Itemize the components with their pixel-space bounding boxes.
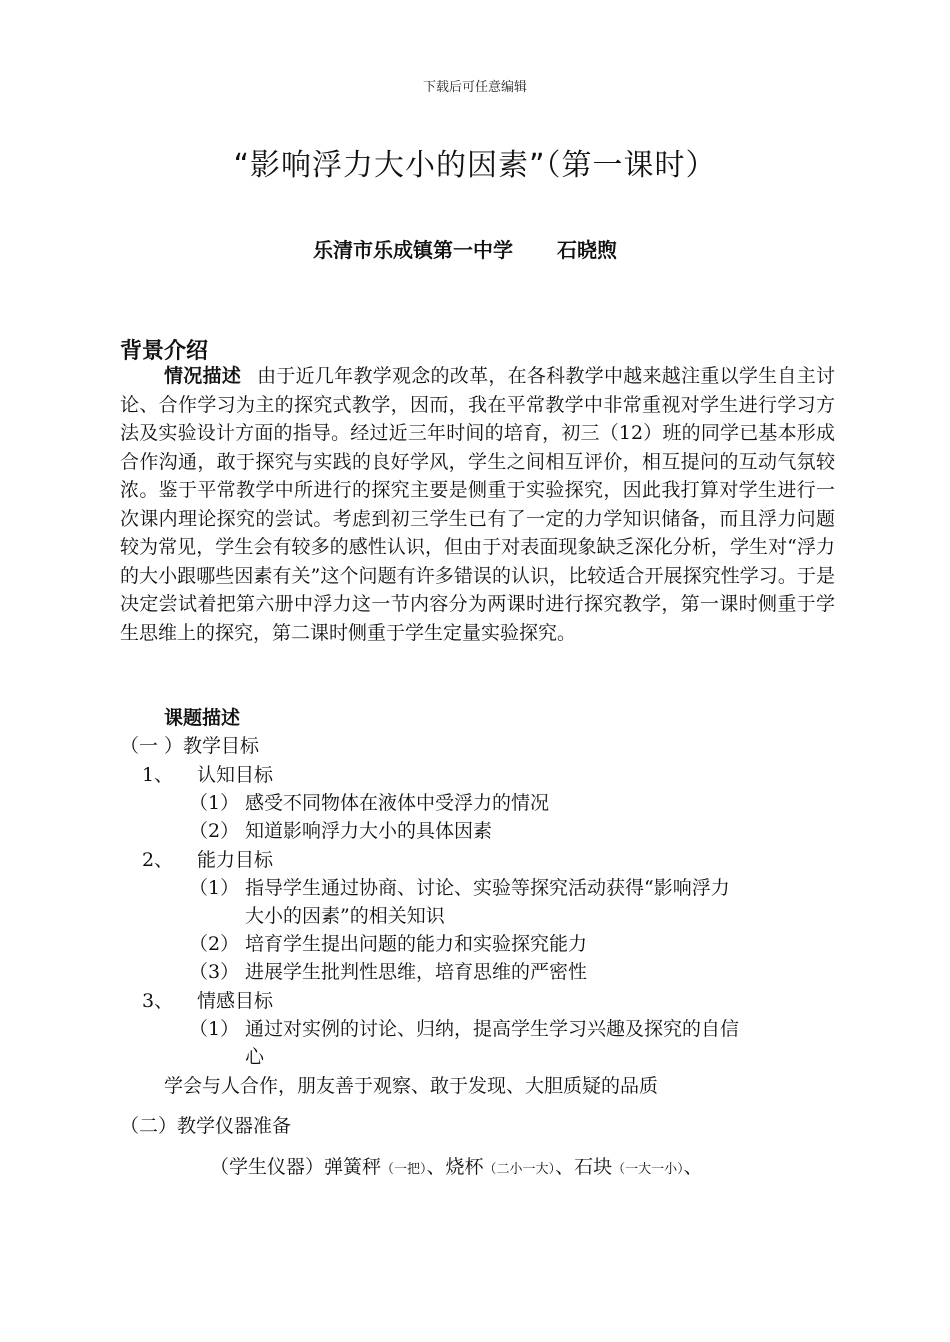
goal3-item-text: 通过对实例的讨论、归纳，提高学生学习兴趣及探究的自信 <box>245 1018 740 1040</box>
goal2-num: 2、 <box>142 849 174 871</box>
goal3-item-num: （1） <box>189 1018 240 1040</box>
goal1-item-text: 知道影响浮力大小的具体因素 <box>245 820 493 842</box>
byline <box>313 234 617 263</box>
goal2-item-text: 进展学生批判性思维，培育思维的严密性 <box>245 961 588 983</box>
intro-paragraph <box>120 362 835 647</box>
goal1-item-num: （2） <box>189 820 240 842</box>
intro-text: 由于近几年教学观念的改革，在各科教学中越来越注重以学生自主讨论、合作学习为主的探究式教学，因而，我在平常教学中非常重视对学生进行学习方法及实验设计方面的指导。经过近三年时间的培育，初三（12）班的同学已基本形成合作沟通，敢于探究与实践的良好学风，学生之间相互评价，相互提问的互动气氛较浓。鉴于平常教学中所进行的探究主要是侧重于实验探究，因此我打算对学生进行一次课内理论探究的尝试。考虑到初三学生已有了一定的力学知识储备，而且浮力问题较为常见，学生会有较多的感性认识，但由于对表面现象缺乏深化分析，学生对“浮力的大小跟哪些因素有关”这个问题有许多错误的认识，比较适合开展探究性学习。于是决定尝试着把第六册中浮力这一节内容分为两课时进行探究教学，第一课时侧重于学生思维上的探究，第二课时侧重于学生定量实验探究。 <box>120 365 835 644</box>
school-name: 乐清市乐成镇第一中学 <box>313 238 513 262</box>
goal1-item <box>189 816 492 843</box>
equipment-heading: （二）教学仪器准备 <box>120 1115 292 1137</box>
header-note: 下载后可任意编辑 <box>422 80 527 95</box>
goal1-label: 认知目标 <box>197 764 274 786</box>
goal3-extra: 学会与人合作，朋友善于观察、敢于发现、大胆质疑的品质 <box>164 1075 659 1097</box>
goal3-item <box>189 1014 739 1041</box>
goal3-label: 情感目标 <box>197 990 274 1012</box>
goal1-item-text: 感受不同物体在液体中受浮力的情况 <box>245 792 550 814</box>
goal1-item-num: （1） <box>189 792 240 814</box>
goal2-item-text: 指导学生通过协商、讨论、实验等探究活动获得“影响浮力 <box>245 877 730 899</box>
equipment-qty-stone: （一大一小） <box>612 1162 684 1177</box>
goal1-num: 1、 <box>142 764 174 786</box>
goals-heading: （一 ）教学目标 <box>120 735 260 757</box>
topic-heading: 课题描述 <box>164 707 241 729</box>
goal2-item-num: （3） <box>189 961 240 983</box>
section-heading: 背景介绍 <box>120 339 209 364</box>
goal1-item <box>189 788 549 815</box>
equipment-prefix: （学生仪器）弹簧秤 <box>210 1156 382 1178</box>
goal3-item-continuation: 心 <box>245 1046 265 1068</box>
goal3-num: 3、 <box>142 990 174 1012</box>
goal2-item <box>189 929 587 956</box>
goal2-item-continuation: 大小的因素”的相关知识 <box>245 905 445 927</box>
goal2-label: 能力目标 <box>197 849 274 871</box>
goal2-item-text: 培育学生提出问题的能力和实验探究能力 <box>245 933 588 955</box>
goal3 <box>142 986 273 1013</box>
equipment-qty-scale: （一把） <box>381 1162 427 1177</box>
goal1 <box>142 760 273 787</box>
goal2-item-num: （1） <box>189 877 240 899</box>
equipment-qty-beaker: （二小一大） <box>483 1162 556 1177</box>
equipment-end: 、 <box>683 1156 703 1178</box>
equipment-beaker: 、烧杯 <box>426 1156 484 1178</box>
author-name: 石晓煦 <box>557 238 617 262</box>
page-title: “影响浮力大小的因素”（第一课时） <box>233 148 717 183</box>
goal2-item <box>189 957 587 984</box>
equipment-line <box>210 1152 703 1179</box>
intro-lead: 情况描述 <box>164 365 242 387</box>
goal2 <box>142 845 273 872</box>
goal2-item <box>189 873 730 900</box>
goal2-item-num: （2） <box>189 933 240 955</box>
equipment-stone: 、石块 <box>555 1156 613 1178</box>
